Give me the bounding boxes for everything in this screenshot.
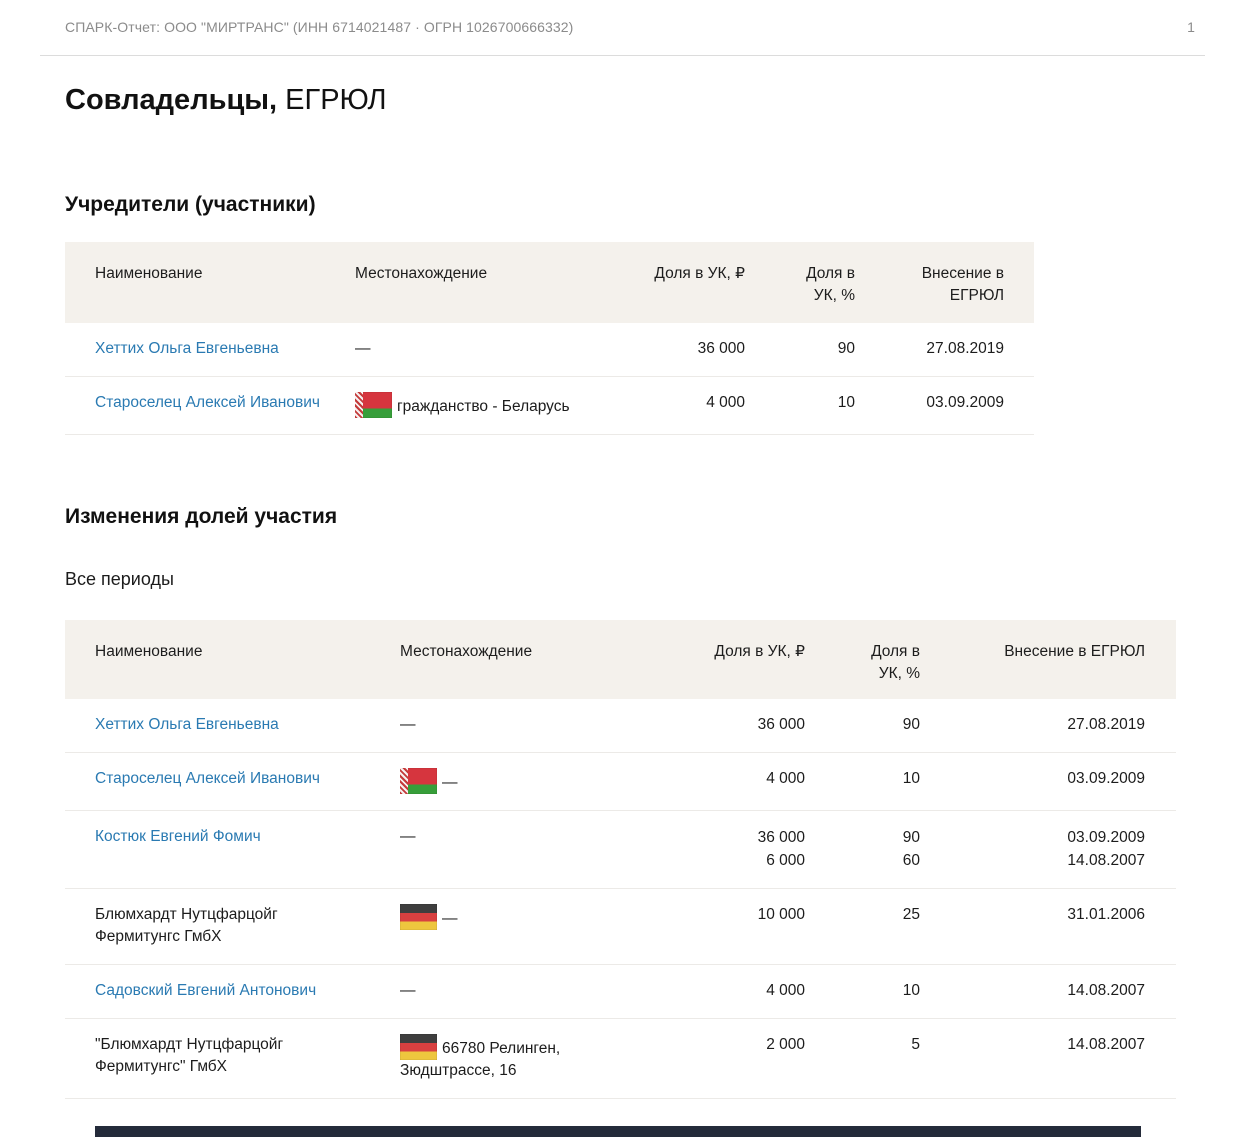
share-rub-cell: 36 000 — [757, 716, 805, 733]
share-pct-cell: 5 — [911, 1036, 920, 1053]
changes-heading: Изменения долей участия — [65, 505, 338, 528]
share-rub-cell: 10 000 — [757, 906, 805, 923]
column-egrul: Внесение в ЕГРЮЛ — [1004, 643, 1145, 660]
belarus-flag-icon — [400, 768, 437, 794]
table-row — [65, 1019, 1176, 1099]
location-cell: — — [400, 716, 416, 733]
share-pct-cell: 90 — [902, 716, 920, 733]
owner-name: "Блюмхардт Нутцфарцойг Фермитунгс" ГмбХ — [95, 1036, 284, 1075]
column-share-rub: Доля в УК, ₽ — [714, 643, 805, 660]
owner-link[interactable]: Староселец Алексей Иванович — [95, 394, 320, 411]
location-cell — [400, 1034, 660, 1082]
germany-flag-icon — [400, 1034, 437, 1060]
table-row — [65, 699, 1176, 753]
egrul-date-cell: 31.01.2006 — [1067, 906, 1145, 923]
founders-table — [65, 242, 1034, 435]
header-divider — [40, 55, 1205, 56]
owner-link[interactable]: Хеттих Ольга Евгеньевна — [95, 340, 279, 357]
location-cell: — — [400, 982, 416, 999]
column-share-pct: Доля в УК, % — [806, 265, 855, 304]
location-cell — [400, 768, 660, 794]
share-pct-cell: 90 — [837, 340, 855, 357]
location-text: 66780 Релинген, — [442, 1040, 561, 1057]
column-share-pct: Доля в УК, % — [871, 643, 920, 682]
page-title-suffix: ЕГРЮЛ — [285, 84, 387, 116]
table-row — [65, 811, 1176, 889]
share-pct-cell: 10 — [837, 394, 855, 411]
location-text: — — [442, 910, 458, 927]
egrul-date-cell: 14.08.2007 — [1067, 1036, 1145, 1053]
table-row — [65, 965, 1176, 1019]
share-rub-cell: 4 000 — [766, 770, 805, 787]
period-filter: Все периоды — [65, 569, 174, 589]
egrul-date-cell: 03.09.2009 — [1067, 770, 1145, 787]
page-number: 1 — [1187, 19, 1195, 35]
share-rub-cell: 4 000 — [706, 394, 745, 411]
column-name: Наименование — [95, 643, 203, 660]
table-row — [65, 377, 1034, 435]
owner-link[interactable]: Хеттих Ольга Евгеньевна — [95, 716, 279, 733]
owner-link[interactable]: Костюк Евгений Фомич — [95, 828, 261, 845]
share-rub-cell: 36 000 — [697, 340, 745, 357]
location-text: гражданство - Беларусь — [397, 398, 570, 415]
germany-flag-icon — [400, 904, 437, 930]
table-row — [65, 889, 1176, 965]
egrul-date-cell: 03.09.2009 — [926, 394, 1004, 411]
share-rub-cell: 2 000 — [766, 1036, 805, 1053]
belarus-flag-icon — [355, 392, 392, 418]
location-cell: — — [400, 828, 416, 845]
share-rub-cell: 4 000 — [766, 982, 805, 999]
column-share-rub: Доля в УК, ₽ — [654, 265, 745, 282]
column-name: Наименование — [95, 265, 203, 282]
owner-link[interactable]: Староселец Алексей Иванович — [95, 770, 320, 787]
changes-table — [65, 620, 1176, 1099]
column-egrul: Внесение в ЕГРЮЛ — [921, 265, 1004, 304]
location-cell: — — [355, 340, 371, 357]
location-cell — [355, 392, 610, 418]
egrul-date-cell: 14.08.2007 — [1067, 982, 1145, 999]
page-title — [65, 83, 1241, 117]
changes-table-header — [65, 620, 1176, 699]
share-pct-cell: 10 — [902, 982, 920, 999]
location-cell — [400, 904, 660, 948]
column-location: Местонахождение — [400, 643, 533, 660]
table-row — [65, 753, 1176, 811]
egrul-date-cell: 27.08.2019 — [1067, 716, 1145, 733]
footer-bar — [95, 1126, 1141, 1137]
share-pct-cell: 90 60 — [902, 829, 920, 869]
table-row — [65, 323, 1034, 377]
report-topbar — [0, 0, 1241, 55]
share-pct-cell: 25 — [902, 906, 920, 923]
egrul-date-cell: 27.08.2019 — [926, 340, 1004, 357]
share-rub-cell: 36 000 6 000 — [757, 829, 805, 869]
page-title-main: Совладельцы, — [65, 84, 278, 116]
column-location: Местонахождение — [355, 265, 488, 282]
owner-name: Блюмхардт Нутцфарцойг Фермитунгс ГмбХ — [95, 906, 278, 945]
location-text: — — [442, 774, 458, 791]
founders-table-header — [65, 242, 1034, 323]
report-header-title: СПАРК-Отчет: ООО "МИРТРАНС" (ИНН 6714021487 · ОГРН 1026700666332) — [65, 19, 574, 35]
share-pct-cell: 10 — [902, 770, 920, 787]
location-text: Зюдштрассе, 16 — [400, 1062, 517, 1079]
founders-heading: Учредители (участники) — [65, 193, 316, 216]
owner-link[interactable]: Садовский Евгений Антонович — [95, 982, 317, 999]
egrul-date-cell: 03.09.2009 14.08.2007 — [1067, 829, 1145, 869]
